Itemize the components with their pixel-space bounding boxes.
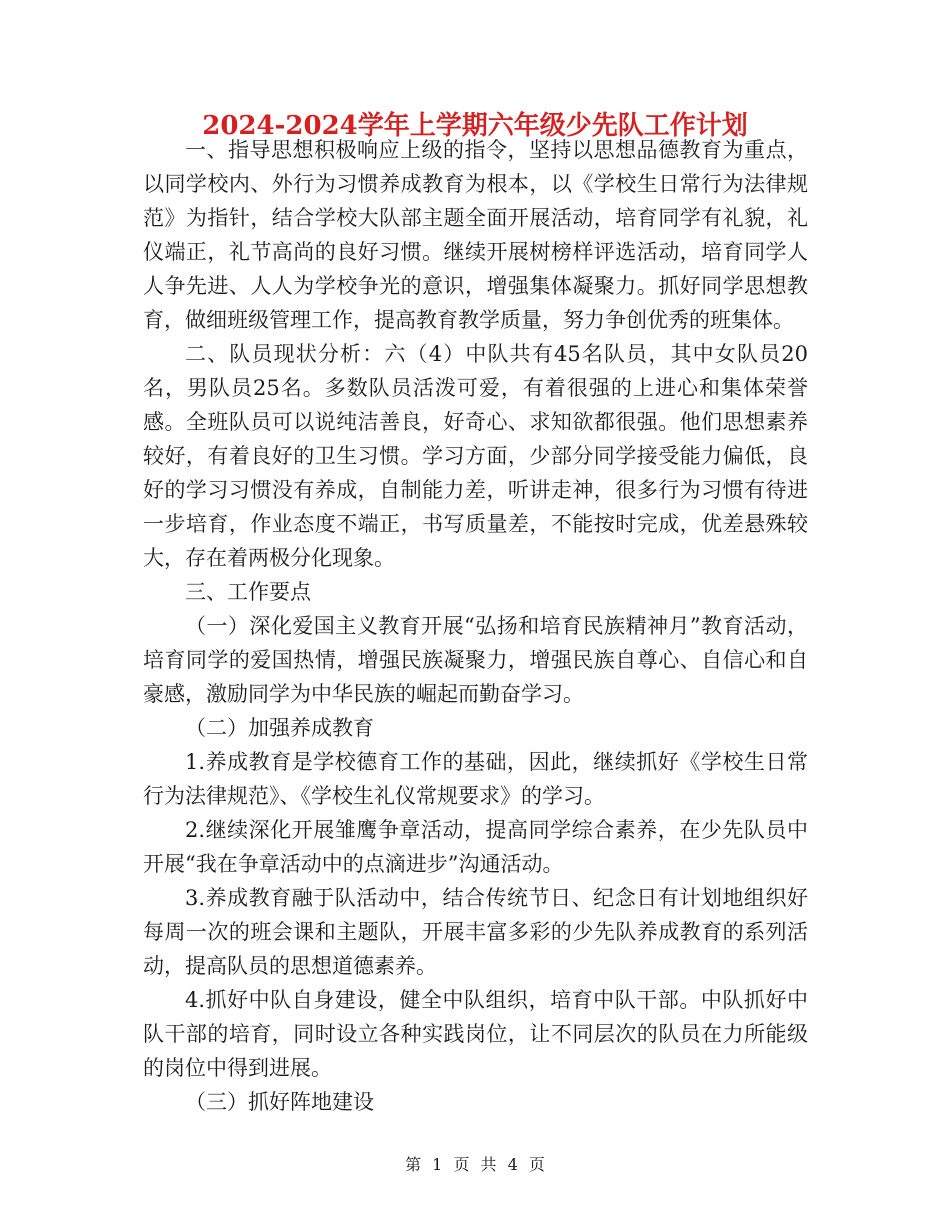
list-item-4: 4.抓好中队自身建设，健全中队组织，培育中队干部。中队抓好中队干部的培育，同时设立各种实践岗位，让不同层次的队员在力所能级的岗位中得到进展。 bbox=[143, 988, 808, 1080]
paragraph-patriotism-education: （一）深化爱国主义教育开展“弘扬和培育民族精神月”教育活动，培育同学的爱国热情，增强民族凝聚力，增强民族自尊心、自信心和自豪感，激励同学为中华民族的崛起而勤奋学习。 bbox=[143, 614, 808, 706]
page-number-footer: 第 1 页 共 4 页 bbox=[405, 1155, 545, 1174]
document-body bbox=[143, 133, 808, 1119]
list-item-3: 3.养成教育融于队活动中，结合传统节日、纪念日有计划地组织好每周一次的班会课和主题队，开展丰富多彩的少先队养成教育的系列活动，提高队员的思想道德素养。 bbox=[143, 886, 808, 978]
paragraph-guiding-ideology: 一、指导思想积极响应上级的指令，坚持以思想品德教育为重点，以同学校内、外行为习惯养成教育为根本，以《学校生日常行为法律规范》为指针，结合学校大队部主题全面开展活动，培育同学有礼貌，礼仪端正，礼节高尚的良好习惯。继续开展树榜样评选活动，培育同学人人争先进、人人为学校争光的意识，增强集体凝聚力。抓好同学思想教育，做细班级管理工作，提高教育教学质量，努力争创优秀的班集体。 bbox=[143, 138, 808, 332]
subheading-habit-education: （二）加强养成教育 bbox=[185, 716, 374, 740]
subheading-position-building: （三）抓好阵地建设 bbox=[185, 1090, 374, 1114]
section-heading-work-points: 三、工作要点 bbox=[185, 580, 311, 604]
paragraph-member-analysis: 二、队员现状分析：六（4）中队共有45名队员，其中女队员20名，男队员25名。多数队员活泼可爱，有着很强的上进心和集体荣誉感。全班队员可以说纯洁善良，好奇心、求知欲都很强。他们思想素养较好，有着良好的卫生习惯。学习方面，少部分同学接受能力偏低，良好的学习习惯没有养成，自制能力差，听讲走神，很多行为习惯有待进一步培育，作业态度不端正，书写质量差，不能按时完成，优差悬殊较大，存在着两极分化现象。 bbox=[143, 342, 808, 570]
list-item-1: 1.养成教育是学校德育工作的基础，因此，继续抓好《学校生日常行为法律规范》、《学校生礼仪常规要求》的学习。 bbox=[143, 750, 808, 808]
document-title: 2024-2024学年上学期六年级少先队工作计划 bbox=[202, 111, 748, 141]
list-item-2: 2.继续深化开展雏鹰争章活动，提高同学综合素养，在少先队员中开展“我在争章活动中的点滴进步”沟通活动。 bbox=[143, 818, 808, 876]
